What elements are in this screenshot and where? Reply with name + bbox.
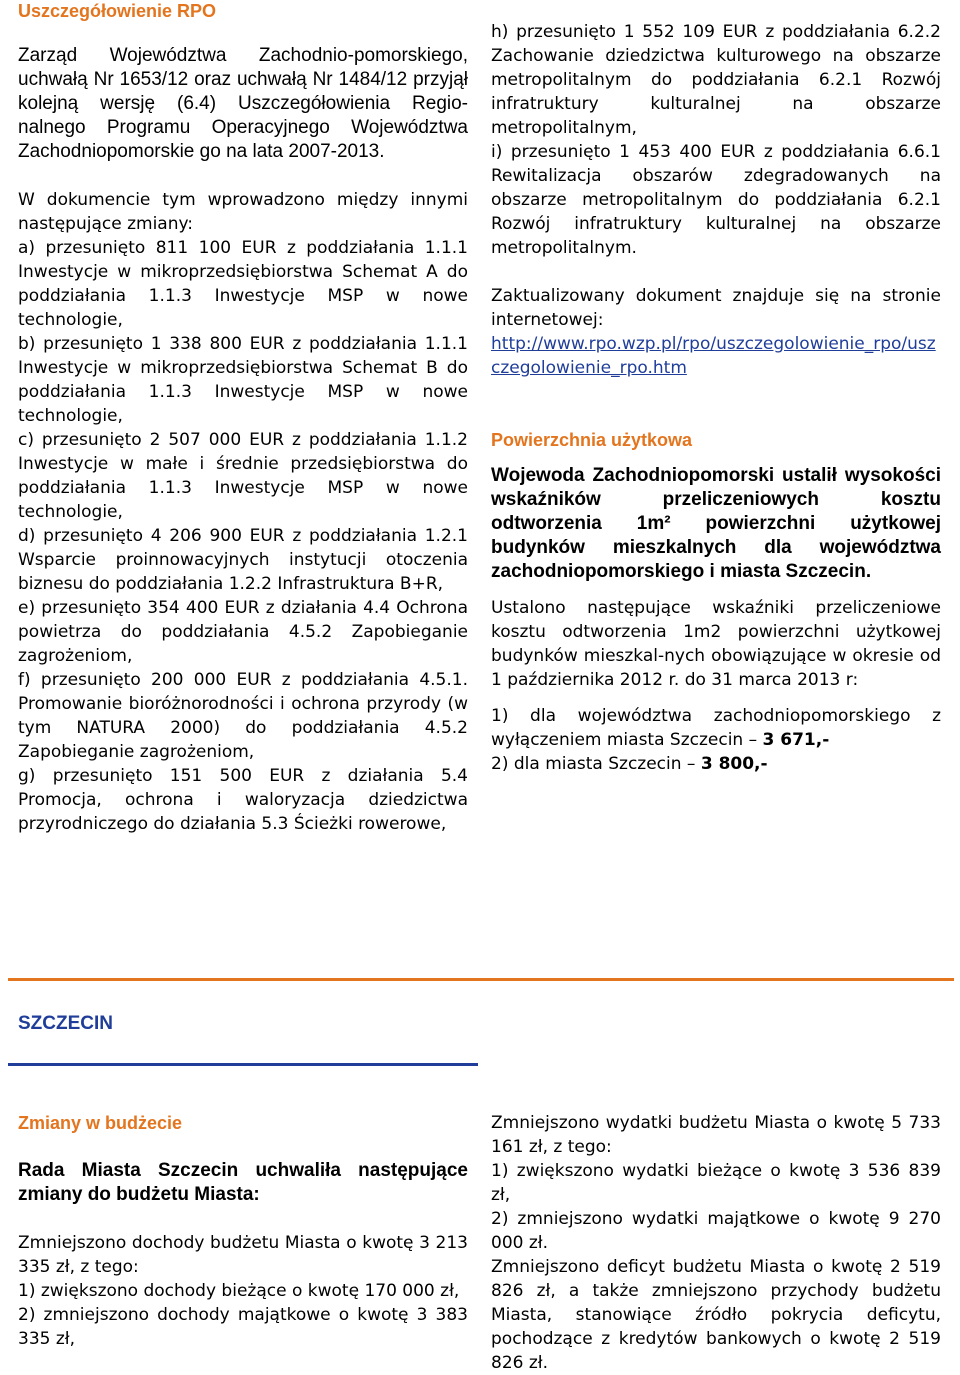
expense-line-2: 1) zwiększono wydatki bieżące o kwotę 3 536 839 zł, — [491, 1161, 941, 1205]
updated-text: Zaktualizowany dokument znajduje się na stronie internetowej: — [491, 286, 941, 330]
change-i: i) przesunięto 1 453 400 EUR z poddziałania 6.6.1 Rewitalizacja obszarów zdegradowanych na obszarze metropolitalnym do poddziałania 6.2.1 Rozwój infratruktury kulturalnej na obszarze metropolitalnym. — [491, 142, 941, 258]
change-d: d) przesunięto 4 206 900 EUR z poddziałania 1.2.1 Wsparcie proinnowacyjnych instytucji otoczenia biznesu do poddziałania 1.2.2 Infrastruktura B+R, — [18, 526, 468, 594]
area-bold-intro: Wojewoda Zachodniopomorski ustalił wysokości wskaźników przeliczeniowych kosztu odtworzenia 1m² powierzchni użytkowej budynków mieszkalnych dla województwa zachodniopomorskiego i miasta Szczecin. — [491, 465, 941, 582]
area-item-1-value: 3 671,- — [762, 730, 830, 750]
area-item-1-text: 1) dla województwa zachodniopomorskiego z wyłączeniem miasta Szczecin – — [491, 706, 941, 750]
area-heading: Powierzchnia użytkowa — [491, 430, 693, 450]
budget-bold-intro: Rada Miasta Szczecin uchwaliła następujące zmiany do budżetu Miasta: — [18, 1160, 468, 1205]
rpo-link[interactable]: http://www.rpo.wzp.pl/rpo/uszczegolowienie_rpo/uszczegolowienie_rpo.htm — [491, 334, 936, 378]
changes-intro: W dokumencie tym wprowadzono między innymi następujące zmiany: — [18, 190, 468, 234]
change-b: b) przesunięto 1 338 800 EUR z poddziałania 1.1.1 Inwestycje w mikroprzedsiębiorstwa Schemat B do poddziałania 1.1.3 Inwestycje MSP w nowe technologie, — [18, 334, 468, 426]
change-f: f) przesunięto 200 000 EUR z poddziałania 4.5.1. Promowanie bioróżnorodności i ochrona przyrody (w tym NATURA 2000) do poddziałania 4.5.2 Zapobieganie zagrożeniom, — [18, 670, 468, 762]
budget-line-1: Zmniejszono dochody budżetu Miasta o kwotę 3 213 335 zł, z tego: — [18, 1233, 468, 1277]
left-column-bottom — [18, 1111, 468, 1351]
area-para: Ustalono następujące wskaźniki przeliczeniowe kosztu odtworzenia 1m2 powierzchni użytkowej budynków mieszkal-nych obowiązujące w okresie od 1 października 2012 r. do 31 marca 2013 r: — [491, 598, 941, 690]
budget-line-2: 1) zwiększono dochody bieżące o kwotę 170 000 zł, — [18, 1281, 460, 1301]
area-item-1 — [491, 704, 941, 752]
change-a: a) przesunięto 811 100 EUR z poddziałania 1.1.1 Inwestycje w mikroprzedsiębiorstwa Schemat A do poddziałania 1.1.3 Inwestycje MSP w nowe technologie, — [18, 238, 468, 330]
rpo-intro: Zarząd Województwa Zachodnio-pomorskiego, uchwałą Nr 1653/12 oraz uchwałą Nr 1484/12 przyjął kolejną wersję (6.4) Uszczegółowienia Regio-nalnego Programu Operacyjnego Województwa Zachodniopomorskie go na lata 2007-2013. — [18, 45, 468, 162]
expense-line-3: 2) zmniejszono wydatki majątkowe o kwotę 9 270 000 zł. — [491, 1209, 941, 1253]
deficit-line: Zmniejszono deficyt budżetu Miasta o kwotę 2 519 826 zł, a także zmniejszono przychody budżetu Miasta, stanowiące źródło pokrycia deficytu, pochodzące z kredytów bankowych o kwotę 2 519 826 zł. — [491, 1257, 941, 1373]
expense-line-1: Zmniejszono wydatki budżetu Miasta o kwotę 5 733 161 zł, z tego: — [491, 1113, 941, 1157]
change-h: h) przesunięto 1 552 109 EUR z poddziałania 6.2.2 Zachowanie dziedzictwa kulturowego na obszarze metropolitalnym do poddziałania 6.2.1 Rozwój infratruktury kulturalnej na obszarze metropolitalnym, — [491, 22, 941, 138]
left-column-top — [18, 0, 468, 836]
budget-line-3: 2) zmniejszono dochody majątkowe o kwotę 3 383 335 zł, — [18, 1305, 468, 1349]
section-divider — [8, 978, 954, 981]
section-title-underline — [8, 1063, 478, 1066]
area-item-2-text: 2) dla miasta Szczecin – — [491, 754, 701, 774]
section-title: SZCZECIN — [18, 1013, 113, 1034]
area-item-2-value: 3 800,- — [700, 754, 768, 774]
right-column-bottom — [491, 1111, 941, 1375]
rpo-link-wrap — [491, 332, 941, 380]
change-e: e) przesunięto 354 400 EUR z działania 4.4 Ochrona powietrza do poddziałania 4.5.2 Zapobieganie zagrożeniom, — [18, 598, 468, 666]
change-g: g) przesunięto 151 500 EUR z działania 5.4 Promocja, ochrona i waloryzacja dziedzictwa przyrodniczego do działania 5.3 Ścieżki rowerowe, — [18, 766, 468, 834]
area-item-2 — [491, 752, 941, 776]
right-column-top — [491, 20, 941, 776]
rpo-heading: Uszczegółowienie RPO — [18, 1, 217, 21]
change-c: c) przesunięto 2 507 000 EUR z poddziałania 1.1.2 Inwestycje w małe i średnie przedsiębiorstwa do poddziałania 1.1.3 Inwestycje MSP w nowe technologie, — [18, 430, 468, 522]
budget-heading: Zmiany w budżecie — [18, 1113, 183, 1133]
